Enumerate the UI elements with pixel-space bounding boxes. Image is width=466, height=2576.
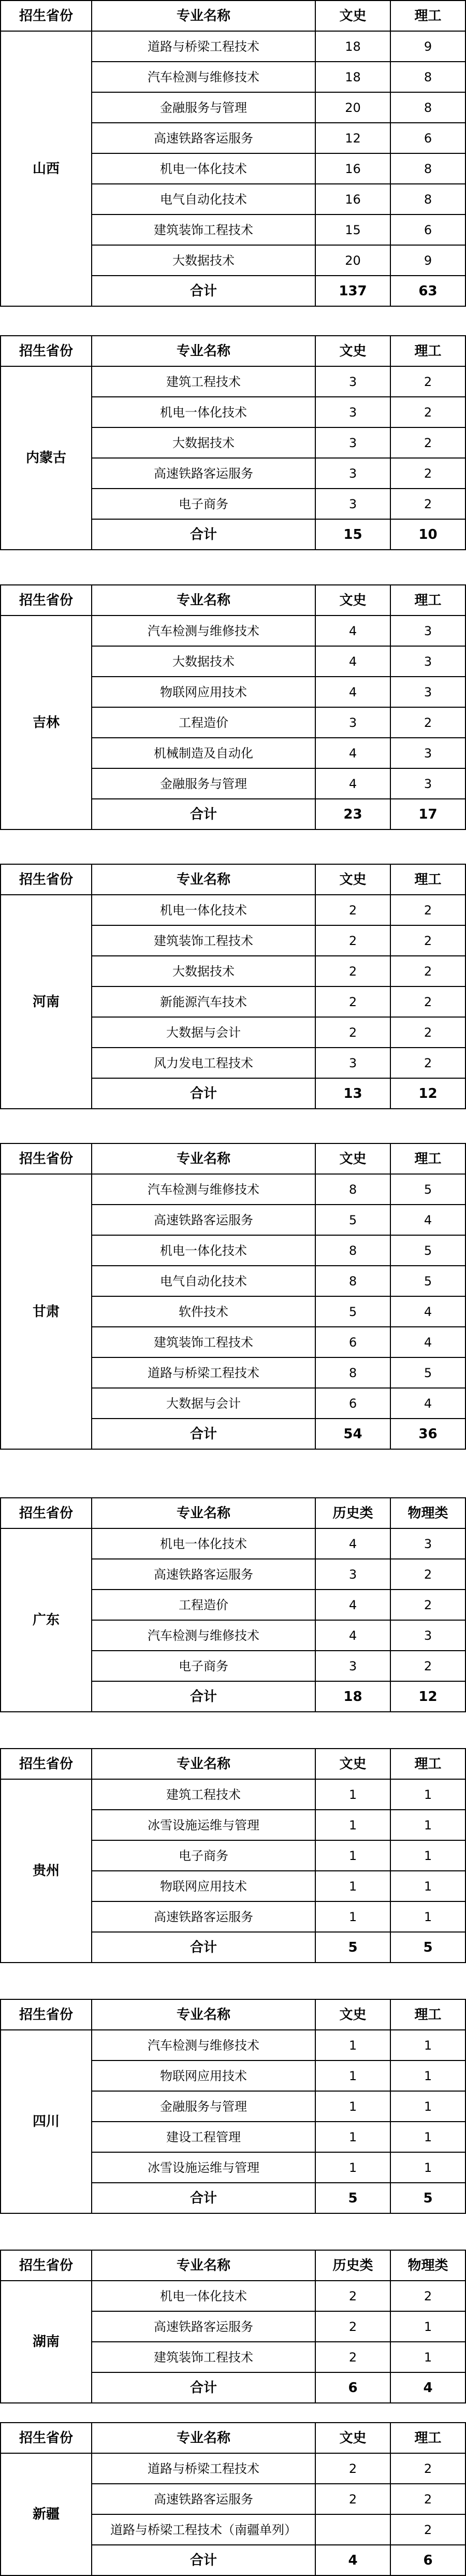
quota-col1: 4 xyxy=(315,616,390,646)
major-name: 冰雪设施运维与管理 xyxy=(92,1810,315,1840)
quota-col2: 2 xyxy=(390,2453,465,2484)
header-major: 专业名称 xyxy=(92,1143,315,1174)
quota-col1: 1 xyxy=(315,1840,390,1871)
quota-col2: 8 xyxy=(390,153,465,184)
quota-col1: 2 xyxy=(315,2311,390,2342)
major-name: 金融服务与管理 xyxy=(92,2091,315,2122)
major-name: 高速铁路客运服务 xyxy=(92,1205,315,1235)
major-name: 新能源汽车技术 xyxy=(92,986,315,1017)
table-header-row xyxy=(1,2423,465,2453)
quota-col1: 5 xyxy=(315,1296,390,1327)
quota-col2: 1 xyxy=(390,2091,465,2122)
quota-col1: 2 xyxy=(315,2281,390,2311)
total-col1: 23 xyxy=(315,799,390,829)
quota-col1: 4 xyxy=(315,768,390,799)
header-col1: 文史 xyxy=(315,336,390,366)
header-col1: 文史 xyxy=(315,1749,390,1779)
quota-col1: 6 xyxy=(315,1327,390,1357)
quota-col2: 2 xyxy=(390,1048,465,1078)
header-col1: 文史 xyxy=(315,1143,390,1174)
quota-col2: 1 xyxy=(390,1901,465,1932)
table-header-row xyxy=(1,585,465,616)
major-name: 工程造价 xyxy=(92,1590,315,1620)
total-col1: 54 xyxy=(315,1419,390,1449)
header-major: 专业名称 xyxy=(92,585,315,616)
major-name: 机电一体化技术 xyxy=(92,397,315,427)
major-name: 建筑工程技术 xyxy=(92,1779,315,1810)
major-name: 建设工程管理 xyxy=(92,2122,315,2152)
province-name: 内蒙古 xyxy=(1,366,92,550)
quota-col2: 5 xyxy=(390,1174,465,1205)
major-name: 高速铁路客运服务 xyxy=(92,1901,315,1932)
quota-col1: 2 xyxy=(315,895,390,925)
quota-col1: 3 xyxy=(315,1048,390,1078)
major-name: 风力发电工程技术 xyxy=(92,1048,315,1078)
quota-col2: 8 xyxy=(390,184,465,214)
header-province: 招生省份 xyxy=(1,2250,92,2281)
province-table xyxy=(0,1748,466,1963)
table-row xyxy=(1,1779,465,1810)
quota-col1: 3 xyxy=(315,397,390,427)
major-name: 物联网应用技术 xyxy=(92,2060,315,2091)
major-name: 建筑装饰工程技术 xyxy=(92,214,315,245)
major-name: 大数据技术 xyxy=(92,245,315,276)
quota-col2: 2 xyxy=(390,925,465,956)
major-name: 汽车检测与维修技术 xyxy=(92,2030,315,2060)
province-name: 广东 xyxy=(1,1528,92,1712)
total-label: 合计 xyxy=(92,1932,315,1963)
province-name: 甘肃 xyxy=(1,1174,92,1449)
quota-col2: 3 xyxy=(390,768,465,799)
quota-col2: 6 xyxy=(390,123,465,153)
quota-col1: 1 xyxy=(315,2030,390,2060)
total-col2: 5 xyxy=(390,2183,465,2213)
major-name: 电气自动化技术 xyxy=(92,184,315,214)
quota-col1: 1 xyxy=(315,2152,390,2183)
quota-col2: 1 xyxy=(390,1779,465,1810)
major-name: 大数据技术 xyxy=(92,427,315,458)
quota-col1: 1 xyxy=(315,1810,390,1840)
province-name: 山西 xyxy=(1,31,92,306)
header-major: 专业名称 xyxy=(92,1999,315,2030)
total-col2: 5 xyxy=(390,1932,465,1963)
province-table xyxy=(0,584,466,830)
province-name: 四川 xyxy=(1,2030,92,2213)
quota-col1: 4 xyxy=(315,677,390,707)
header-province: 招生省份 xyxy=(1,1999,92,2030)
quota-col2: 2 xyxy=(390,366,465,397)
province-name: 河南 xyxy=(1,895,92,1109)
major-name: 软件技术 xyxy=(92,1296,315,1327)
major-name: 汽车检测与维修技术 xyxy=(92,62,315,92)
total-col2: 10 xyxy=(390,519,465,550)
quota-col2: 2 xyxy=(390,1017,465,1048)
total-col2: 63 xyxy=(390,276,465,306)
header-major: 专业名称 xyxy=(92,2250,315,2281)
major-name: 道路与桥梁工程技术 xyxy=(92,2453,315,2484)
major-name: 大数据技术 xyxy=(92,956,315,986)
major-name: 金融服务与管理 xyxy=(92,92,315,123)
quota-col1: 18 xyxy=(315,62,390,92)
total-label: 合计 xyxy=(92,2183,315,2213)
quota-col2: 4 xyxy=(390,1296,465,1327)
header-major: 专业名称 xyxy=(92,1749,315,1779)
quota-col1: 3 xyxy=(315,458,390,489)
quota-col2: 2 xyxy=(390,427,465,458)
quota-col2: 4 xyxy=(390,1327,465,1357)
major-name: 高速铁路客运服务 xyxy=(92,2311,315,2342)
quota-col1: 16 xyxy=(315,153,390,184)
table-row xyxy=(1,2281,465,2311)
table-header-row xyxy=(1,2250,465,2281)
quota-col1: 3 xyxy=(315,489,390,519)
quota-col2: 2 xyxy=(390,1651,465,1681)
quota-col2: 2 xyxy=(390,2514,465,2545)
quota-col1: 4 xyxy=(315,738,390,768)
major-name: 汽车检测与维修技术 xyxy=(92,616,315,646)
header-col2: 物理类 xyxy=(390,2250,465,2281)
table-header-row xyxy=(1,1999,465,2030)
quota-col2: 6 xyxy=(390,214,465,245)
major-name: 建筑装饰工程技术 xyxy=(92,1327,315,1357)
header-province: 招生省份 xyxy=(1,1749,92,1779)
major-name: 道路与桥梁工程技术 xyxy=(92,1357,315,1388)
major-name: 机电一体化技术 xyxy=(92,895,315,925)
quota-col1: 8 xyxy=(315,1357,390,1388)
quota-col1: 12 xyxy=(315,123,390,153)
header-col2: 物理类 xyxy=(390,1498,465,1528)
major-name: 机械制造及自动化 xyxy=(92,738,315,768)
quota-col1: 16 xyxy=(315,184,390,214)
quota-col1 xyxy=(315,2514,390,2545)
province-table xyxy=(0,0,466,307)
header-col2: 理工 xyxy=(390,1999,465,2030)
quota-col1: 4 xyxy=(315,1590,390,1620)
header-col1: 文史 xyxy=(315,1,390,31)
quota-col1: 8 xyxy=(315,1235,390,1266)
quota-col2: 9 xyxy=(390,245,465,276)
table-row xyxy=(1,31,465,62)
quota-col2: 2 xyxy=(390,2484,465,2514)
major-name: 机电一体化技术 xyxy=(92,1528,315,1559)
quota-col1: 2 xyxy=(315,2453,390,2484)
total-col1: 15 xyxy=(315,519,390,550)
quota-col2: 3 xyxy=(390,1528,465,1559)
major-name: 汽车检测与维修技术 xyxy=(92,1620,315,1651)
quota-col1: 18 xyxy=(315,31,390,62)
header-col1: 文史 xyxy=(315,1999,390,2030)
quota-col2: 2 xyxy=(390,489,465,519)
major-name: 建筑工程技术 xyxy=(92,366,315,397)
quota-col1: 20 xyxy=(315,245,390,276)
quota-col2: 2 xyxy=(390,895,465,925)
header-province: 招生省份 xyxy=(1,1143,92,1174)
province-table xyxy=(0,1999,466,2214)
major-name: 电气自动化技术 xyxy=(92,1266,315,1296)
table-row xyxy=(1,895,465,925)
header-col2: 理工 xyxy=(390,1,465,31)
total-label: 合计 xyxy=(92,276,315,306)
quota-col1: 3 xyxy=(315,366,390,397)
quota-col2: 3 xyxy=(390,1620,465,1651)
quota-col2: 4 xyxy=(390,1388,465,1419)
quota-col1: 2 xyxy=(315,1017,390,1048)
total-col1: 5 xyxy=(315,1932,390,1963)
total-label: 合计 xyxy=(92,2545,315,2575)
total-label: 合计 xyxy=(92,799,315,829)
header-major: 专业名称 xyxy=(92,2423,315,2453)
header-major: 专业名称 xyxy=(92,1498,315,1528)
quota-col1: 2 xyxy=(315,2484,390,2514)
major-name: 大数据技术 xyxy=(92,646,315,677)
quota-col2: 2 xyxy=(390,707,465,738)
quota-col1: 4 xyxy=(315,1528,390,1559)
total-col2: 17 xyxy=(390,799,465,829)
table-header-row xyxy=(1,1498,465,1528)
total-label: 合计 xyxy=(92,519,315,550)
major-name: 机电一体化技术 xyxy=(92,1235,315,1266)
table-row xyxy=(1,366,465,397)
quota-col1: 20 xyxy=(315,92,390,123)
province-table xyxy=(0,1143,466,1450)
major-name: 高速铁路客运服务 xyxy=(92,123,315,153)
quota-col2: 1 xyxy=(390,2122,465,2152)
total-col1: 4 xyxy=(315,2545,390,2575)
major-name: 大数据与会计 xyxy=(92,1388,315,1419)
quota-col2: 1 xyxy=(390,2152,465,2183)
major-name: 建筑装饰工程技术 xyxy=(92,2342,315,2372)
province-name: 湖南 xyxy=(1,2281,92,2403)
quota-col2: 3 xyxy=(390,616,465,646)
province-table xyxy=(0,1497,466,1712)
quota-col2: 2 xyxy=(390,986,465,1017)
header-province: 招生省份 xyxy=(1,2423,92,2453)
quota-col2: 1 xyxy=(390,2311,465,2342)
header-province: 招生省份 xyxy=(1,336,92,366)
quota-col1: 1 xyxy=(315,2122,390,2152)
province-table xyxy=(0,335,466,550)
major-name: 机电一体化技术 xyxy=(92,153,315,184)
quota-col2: 5 xyxy=(390,1266,465,1296)
quota-col1: 3 xyxy=(315,427,390,458)
major-name: 机电一体化技术 xyxy=(92,2281,315,2311)
quota-col2: 1 xyxy=(390,1871,465,1901)
quota-col2: 2 xyxy=(390,458,465,489)
quota-col2: 2 xyxy=(390,397,465,427)
header-col2: 理工 xyxy=(390,336,465,366)
header-province: 招生省份 xyxy=(1,1498,92,1528)
header-major: 专业名称 xyxy=(92,336,315,366)
quota-col2: 1 xyxy=(390,2030,465,2060)
quota-col2: 5 xyxy=(390,1357,465,1388)
total-label: 合计 xyxy=(92,1681,315,1712)
quota-col2: 1 xyxy=(390,2060,465,2091)
quota-col2: 2 xyxy=(390,956,465,986)
total-col2: 6 xyxy=(390,2545,465,2575)
table-row xyxy=(1,1174,465,1205)
quota-col1: 6 xyxy=(315,1388,390,1419)
table-header-row xyxy=(1,1749,465,1779)
total-label: 合计 xyxy=(92,2372,315,2403)
header-col2: 理工 xyxy=(390,864,465,895)
quota-col2: 3 xyxy=(390,677,465,707)
header-col2: 理工 xyxy=(390,585,465,616)
quota-col1: 4 xyxy=(315,1620,390,1651)
quota-col2: 2 xyxy=(390,1590,465,1620)
table-row xyxy=(1,1528,465,1559)
major-name: 高速铁路客运服务 xyxy=(92,458,315,489)
quota-col2: 1 xyxy=(390,2342,465,2372)
quota-col2: 8 xyxy=(390,92,465,123)
table-header-row xyxy=(1,336,465,366)
major-name: 工程造价 xyxy=(92,707,315,738)
total-col1: 13 xyxy=(315,1078,390,1109)
header-col2: 理工 xyxy=(390,2423,465,2453)
province-name: 新疆 xyxy=(1,2453,92,2575)
quota-col2: 1 xyxy=(390,1840,465,1871)
province-name: 贵州 xyxy=(1,1779,92,1963)
total-col1: 6 xyxy=(315,2372,390,2403)
quota-col2: 4 xyxy=(390,1205,465,1235)
quota-col2: 5 xyxy=(390,1235,465,1266)
quota-col1: 2 xyxy=(315,925,390,956)
quota-col1: 2 xyxy=(315,2342,390,2372)
header-col2: 理工 xyxy=(390,1749,465,1779)
quota-col1: 8 xyxy=(315,1174,390,1205)
quota-col2: 1 xyxy=(390,1810,465,1840)
province-name: 吉林 xyxy=(1,616,92,829)
major-name: 大数据与会计 xyxy=(92,1017,315,1048)
major-name: 汽车检测与维修技术 xyxy=(92,1174,315,1205)
quota-col2: 3 xyxy=(390,646,465,677)
major-name: 物联网应用技术 xyxy=(92,1871,315,1901)
quota-col1: 1 xyxy=(315,1871,390,1901)
major-name: 电子商务 xyxy=(92,1840,315,1871)
major-name: 建筑装饰工程技术 xyxy=(92,925,315,956)
quota-col1: 15 xyxy=(315,214,390,245)
table-header-row xyxy=(1,1143,465,1174)
province-table xyxy=(0,2250,466,2403)
header-col1: 历史类 xyxy=(315,1498,390,1528)
total-col2: 12 xyxy=(390,1078,465,1109)
header-major: 专业名称 xyxy=(92,864,315,895)
quota-col2: 9 xyxy=(390,31,465,62)
quota-col1: 3 xyxy=(315,1559,390,1590)
province-table xyxy=(0,2422,466,2576)
quota-col2: 2 xyxy=(390,2281,465,2311)
quota-col1: 1 xyxy=(315,1779,390,1810)
quota-col1: 2 xyxy=(315,986,390,1017)
quota-col1: 8 xyxy=(315,1266,390,1296)
header-major: 专业名称 xyxy=(92,1,315,31)
total-label: 合计 xyxy=(92,1078,315,1109)
total-col1: 137 xyxy=(315,276,390,306)
quota-col1: 5 xyxy=(315,1205,390,1235)
major-name: 高速铁路客运服务 xyxy=(92,1559,315,1590)
major-name: 冰雪设施运维与管理 xyxy=(92,2152,315,2183)
header-col1: 文史 xyxy=(315,864,390,895)
header-col1: 文史 xyxy=(315,2423,390,2453)
quota-col1: 4 xyxy=(315,646,390,677)
quota-col1: 3 xyxy=(315,1651,390,1681)
total-col2: 4 xyxy=(390,2372,465,2403)
quota-col2: 8 xyxy=(390,62,465,92)
table-row xyxy=(1,2453,465,2484)
quota-col1: 3 xyxy=(315,707,390,738)
table-row xyxy=(1,2030,465,2060)
total-col1: 5 xyxy=(315,2183,390,2213)
total-col2: 12 xyxy=(390,1681,465,1712)
header-col2: 理工 xyxy=(390,1143,465,1174)
major-name: 高速铁路客运服务 xyxy=(92,2484,315,2514)
quota-col1: 1 xyxy=(315,1901,390,1932)
major-name: 道路与桥梁工程技术（南疆单列） xyxy=(92,2514,315,2545)
major-name: 金融服务与管理 xyxy=(92,768,315,799)
quota-col2: 2 xyxy=(390,1559,465,1590)
quota-col1: 1 xyxy=(315,2060,390,2091)
province-table xyxy=(0,864,466,1109)
major-name: 电子商务 xyxy=(92,489,315,519)
header-col1: 历史类 xyxy=(315,2250,390,2281)
quota-col1: 1 xyxy=(315,2091,390,2122)
header-province: 招生省份 xyxy=(1,1,92,31)
major-name: 物联网应用技术 xyxy=(92,677,315,707)
header-col1: 文史 xyxy=(315,585,390,616)
table-header-row xyxy=(1,1,465,31)
total-label: 合计 xyxy=(92,1419,315,1449)
quota-col2: 3 xyxy=(390,738,465,768)
table-row xyxy=(1,616,465,646)
table-header-row xyxy=(1,864,465,895)
total-col1: 18 xyxy=(315,1681,390,1712)
total-col2: 36 xyxy=(390,1419,465,1449)
quota-col1: 2 xyxy=(315,956,390,986)
major-name: 电子商务 xyxy=(92,1651,315,1681)
header-province: 招生省份 xyxy=(1,864,92,895)
header-province: 招生省份 xyxy=(1,585,92,616)
major-name: 道路与桥梁工程技术 xyxy=(92,31,315,62)
